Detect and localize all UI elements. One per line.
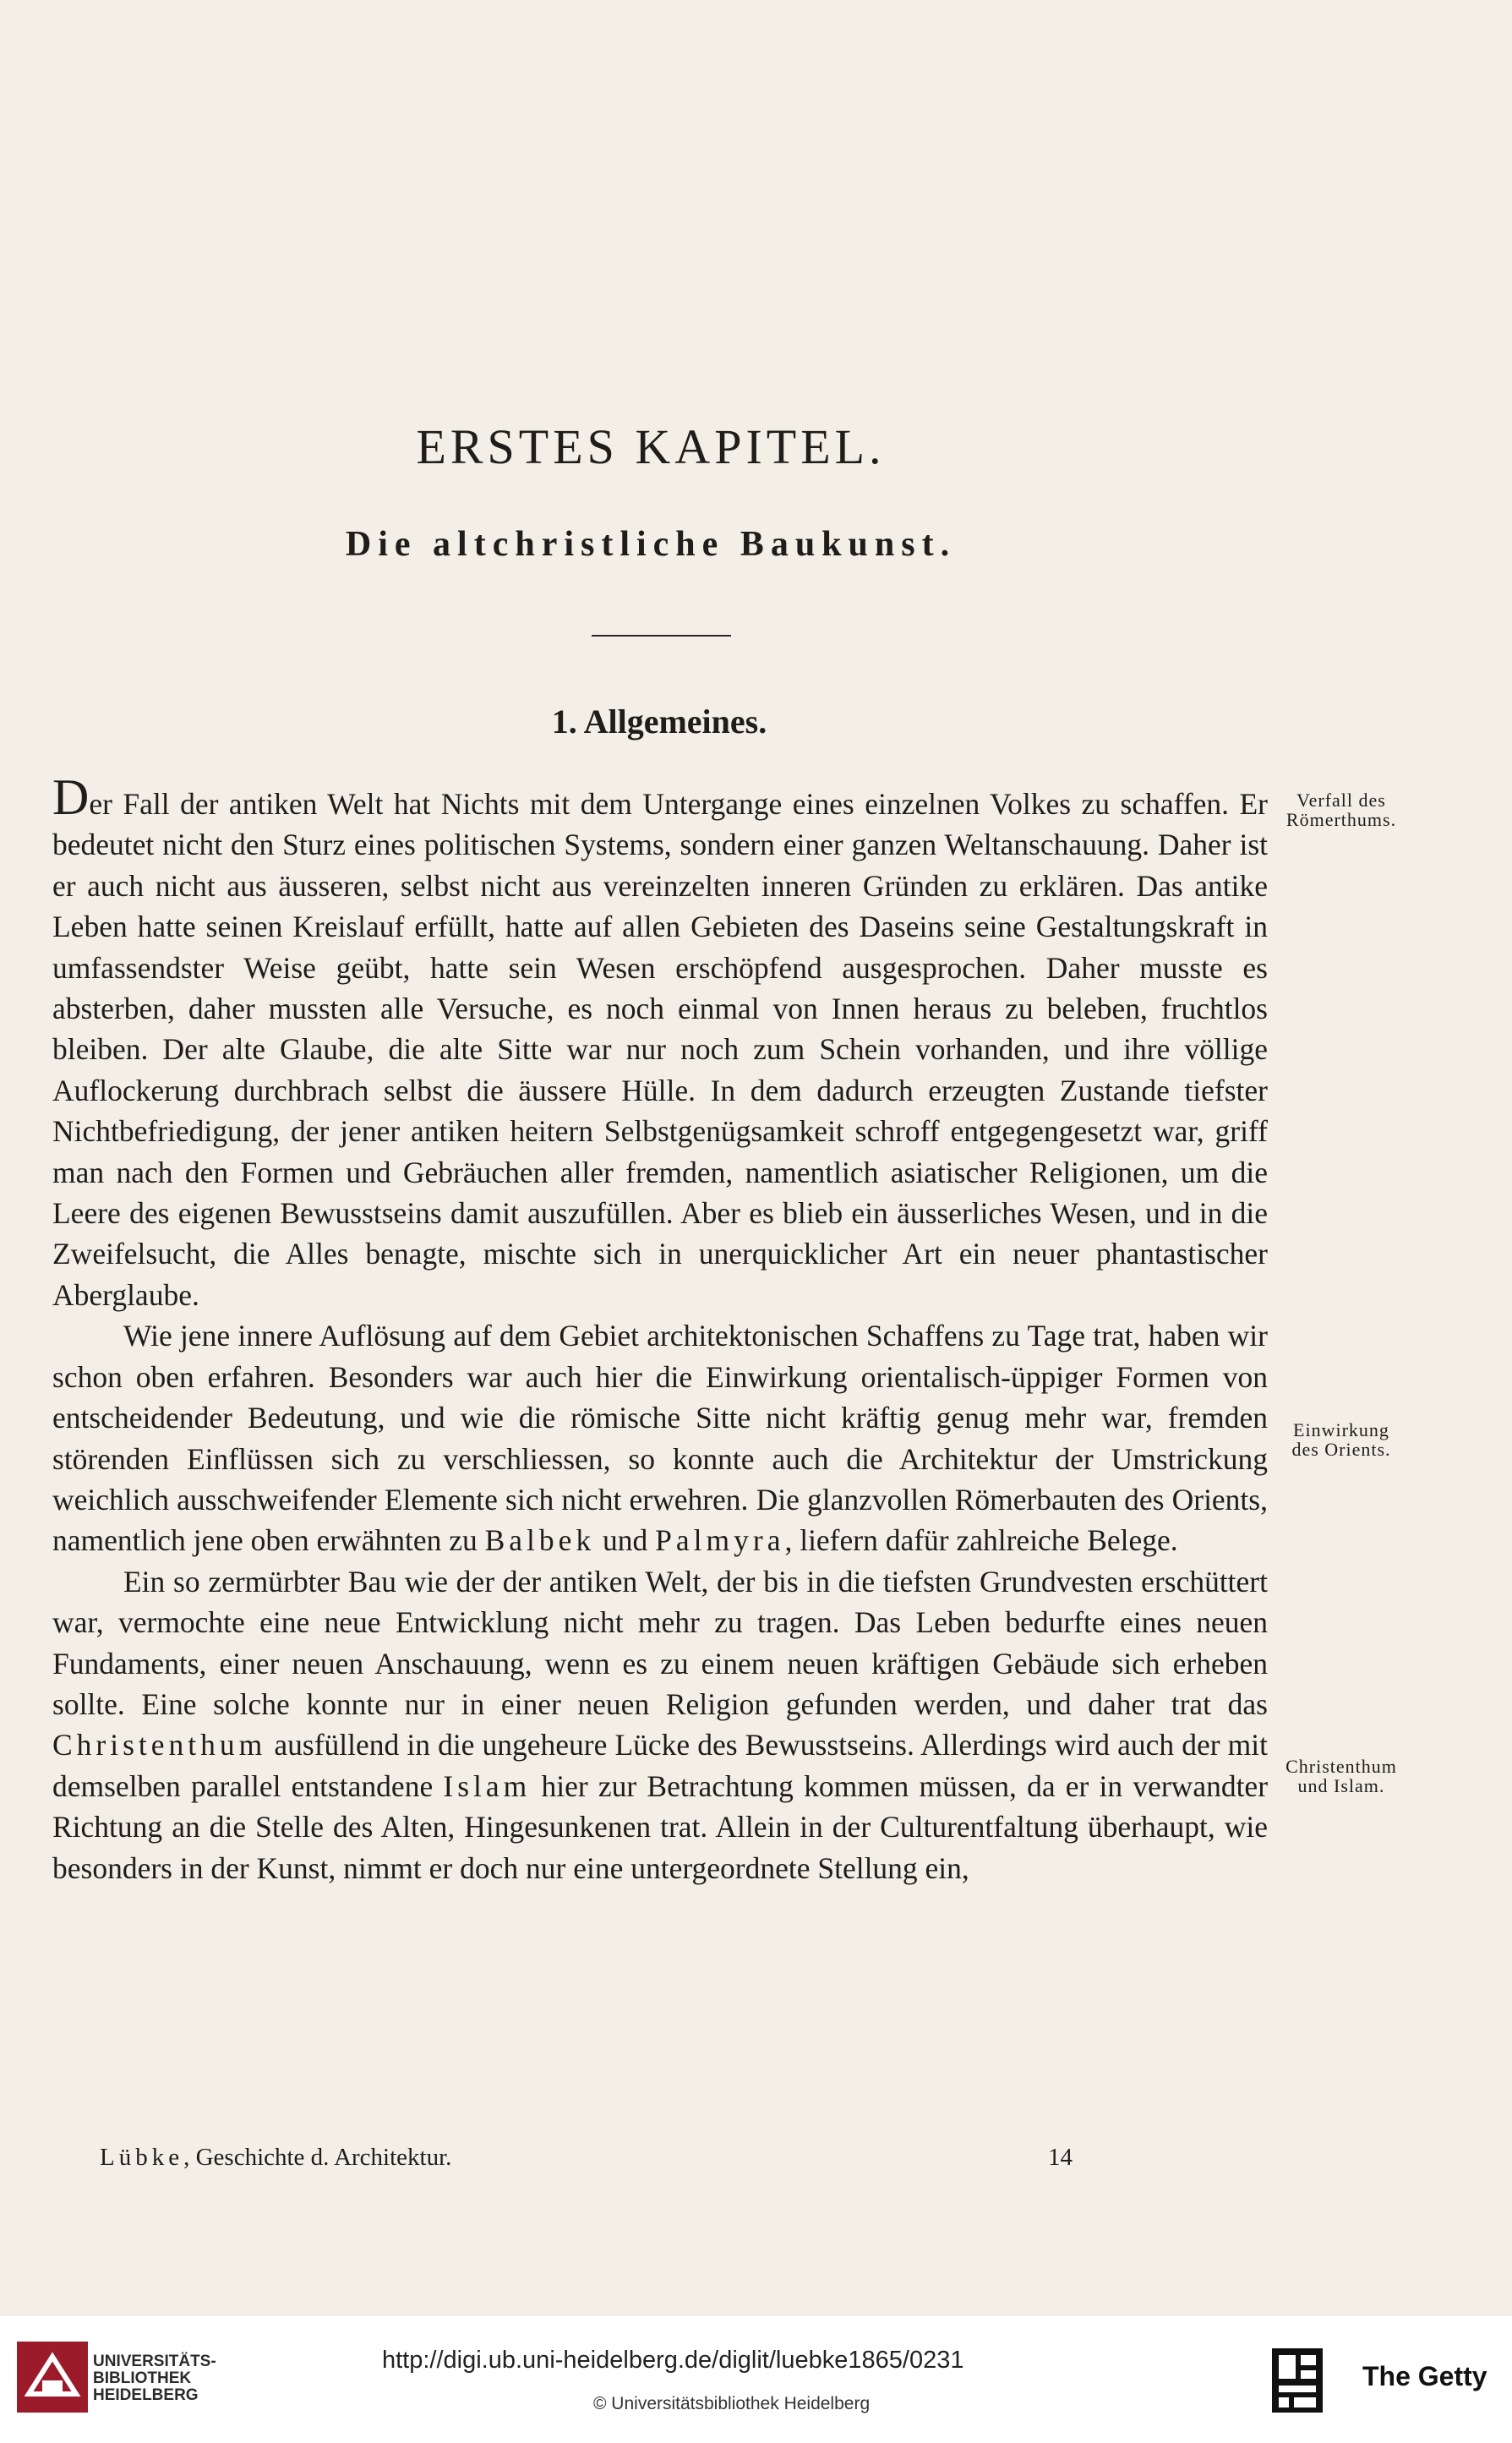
- footer-work: , Geschichte d. Architektur.: [183, 2144, 452, 2171]
- paragraph-3: [52, 1561, 1268, 1888]
- paragraph-3-text-a: Ein so zermürbter Bau wie der der antiken Welt, der bis in die tiefsten Grundvesten erschüttert war, vermochte eine neue Entwicklung nicht mehr zu tragen. Das Leben bedurfte eines neuen Fundaments, einer neuen Anschauung, wenn es zu einem neuen kräftigen Gebäude sich erheben sollte. Eine solche konnte nur in einer neuen Religion gefunden werden, und daher trat das: [52, 1564, 1268, 1721]
- margin-note-christenthum: Christenthum und Islam.: [1285, 1756, 1397, 1796]
- drop-cap: D: [52, 769, 90, 825]
- margin-note-verfall: Verfall des Römerthums.: [1285, 790, 1397, 830]
- term-christenthum: Christenthum: [52, 1728, 267, 1763]
- footer-author: Lübke: [100, 2144, 184, 2171]
- page-footer: [100, 2144, 1198, 2172]
- paragraph-2-und: und: [603, 1523, 648, 1558]
- getty-logo-icon: [1272, 2348, 1323, 2413]
- paragraph-2-text-a: Wie jene innere Auflösung auf dem Gebiet architektonischen Schaffens zu Tage trat, haben wir schon oben erfahren. Besonders war auch hier die Einwirkung orientalisch-üppiger Formen von entscheidender Bedeutung, und wie die römische Sitte nicht kräftig genug mehr war, fremden störenden Einflüssen sich zu verschliessen, so konnte auch die Architektur der Umstrickung weichlich ausschweifender Elemente sich nicht erwehren. Die glanzvollen Römerbauten des Orients, namentlich jene oben erwähnten zu: [52, 1319, 1268, 1558]
- section-title: 1. Allgemeines.: [551, 702, 767, 741]
- term-islam: Islam: [443, 1768, 532, 1803]
- getty-name: The Getty: [1362, 2361, 1487, 2391]
- title-divider: [592, 635, 731, 637]
- margin-note-einwirkung: Einwirkung des Orients.: [1291, 1419, 1391, 1460]
- paragraph-3-text-c: hier zur Betrachtung kommen müssen, da er in verwandter Richtung an die Stelle des Alten, Hingesunkenen trat. Allein in der Culturentfaltung überhaupt, wie besonders in der Kunst, nimmt er doch nur eine untergeordnete Stellung ein,: [52, 1768, 1269, 1885]
- paragraph-1: [52, 769, 1268, 1315]
- library-name-line-2: BIBLIOTHEK: [93, 2369, 192, 2387]
- body-text: [52, 769, 1269, 1888]
- signature-mark: 14: [1048, 2144, 1073, 2171]
- place-balbek: Balbek: [484, 1523, 596, 1558]
- library-name-line-3: HEIDELBERG: [93, 2386, 199, 2404]
- university-library-logo-icon: [17, 2342, 88, 2413]
- paragraph-3-text-b: ausfüllend in die ungeheure Lücke des Bewusstseins. Allerdings wird auch der mit demselben parallel entstandene: [52, 1728, 1269, 1803]
- library-name-line-1: UNIVERSITÄTS-: [93, 2353, 216, 2370]
- paragraph-2: [52, 1315, 1268, 1560]
- place-palmyra: Palmyra: [655, 1523, 785, 1558]
- paragraph-2-text-b: , liefern dafür zahlreiche Belege.: [784, 1523, 1178, 1558]
- chapter-title: ERSTES KAPITEL.: [416, 419, 886, 474]
- paragraph-1-text: er Fall der antiken Welt hat Nichts mit dem Untergange eines einzelnen Volkes zu schaffen. Er bedeutet nicht den Sturz eines politischen Systems, sondern einer ganzen Weltanschauung. Daher ist er auch nicht aus äusseren, selbst nicht aus vereinzelten inneren Gründen zu erklären. Das antike Leben hatte seinen Kreislauf erfüllt, hatte auf allen Gebieten des Daseins seine Gestaltungskraft in umfassendster Weise geübt, hatte sein Wesen erschöpfend ausgesprochen. Daher musste es absterben, daher mussten alle Versuche, es noch einmal von Innen heraus zu beleben, fruchtlos bleiben. Der alte Glaube, die alte Sitte war nur noch zum Schein vorhanden, und ihre völlige Auflockerung durchbrach selbst die äussere Hülle. In dem dadurch erzeugten Zustande tiefster Nichtbefriedigung, der jener antiken heitern Selbstgenügsamkeit schroff entgegengesetzt war, griff man nach den Formen und Gebräuchen aller fremden, namentlich asiatischer Religionen, um die Leere des eigenen Bewusstseins damit auszufüllen. Aber es blieb ein äusserliches Wesen, und in die Zweifelsucht, die Alles benagte, mischte sich in unerquicklicher Art ein neuer phantastischer Aberglaube.: [52, 787, 1268, 1312]
- chapter-subtitle: Die altchristliche Baukunst.: [345, 525, 957, 564]
- copyright-notice: © Universitätsbibliothek Heidelberg: [593, 2394, 871, 2413]
- permalink[interactable]: http://digi.ub.uni-heidelberg.de/diglit/luebke1865/0231: [382, 2347, 964, 2374]
- library-footer-bar: [0, 2316, 1512, 2443]
- university-library-name: [93, 2353, 216, 2404]
